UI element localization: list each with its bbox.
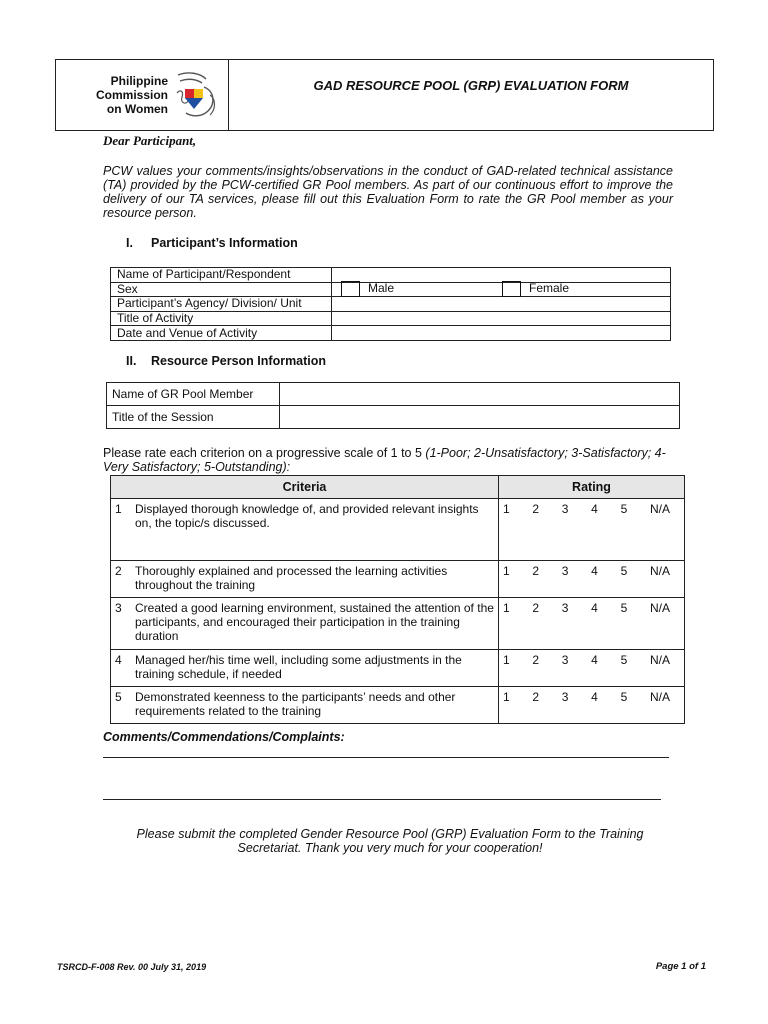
criterion-text: Displayed thorough knowledge of, and provided relevant insights on, the topic/s discussed. [135, 502, 479, 530]
table-row [111, 282, 671, 297]
rating-cell [499, 650, 685, 687]
criterion-number: 5 [115, 690, 122, 704]
form-header [55, 59, 714, 131]
rating-option[interactable]: N/A [649, 564, 670, 578]
session-title-label: Title of the Session [107, 406, 280, 429]
rating-option[interactable]: 4 [591, 690, 598, 704]
activity-label: Title of Activity [111, 311, 332, 326]
gr-member-label: Name of GR Pool Member [107, 383, 280, 406]
date-venue-label: Date and Venue of Activity [111, 326, 332, 341]
rating-option[interactable]: 1 [503, 653, 510, 667]
rating-option[interactable]: 3 [561, 502, 569, 516]
rating-option[interactable]: 5 [620, 653, 628, 667]
criterion-text: Thoroughly explained and processed the learning activities throughout the training [135, 564, 448, 592]
section-1-heading [103, 236, 298, 250]
criterion-number: 3 [115, 601, 122, 615]
table-row [107, 383, 680, 406]
date-venue-field[interactable] [332, 326, 671, 341]
criterion-cell [111, 499, 499, 561]
rating-option[interactable]: 3 [561, 653, 569, 667]
criterion-cell [111, 650, 499, 687]
rating-option[interactable]: 4 [591, 564, 598, 578]
table-row [111, 687, 685, 724]
org-name-line1: Philippine [110, 74, 168, 88]
rating-option[interactable]: 1 [503, 502, 510, 516]
org-name-line3: on Women [106, 102, 168, 116]
rating-option[interactable]: 4 [591, 601, 598, 615]
section-2-number: II. [126, 354, 137, 368]
rating-option[interactable]: N/A [649, 601, 670, 615]
criterion-cell [111, 561, 499, 598]
table-row [111, 297, 671, 312]
form-code: TSRCD-F-008 Rev. 00 July 31, 2019 [57, 962, 207, 972]
table-row [111, 598, 685, 650]
logo-cell [56, 60, 229, 130]
participant-name-label: Name of Participant/Respondent [111, 268, 332, 283]
criterion-text: Demonstrated keenness to the participants’ needs and other requirements related to the training [135, 690, 456, 718]
sex-field [332, 282, 671, 297]
rating-option[interactable]: N/A [649, 653, 670, 667]
comment-line-2[interactable] [103, 799, 661, 800]
section-2-title: Resource Person Information [151, 354, 327, 368]
table-row [111, 311, 671, 326]
rating-option[interactable]: 2 [532, 502, 540, 516]
rating-instructions-scale: (1-Poor; 2-Unsatisfactory; 3-Satisfactory; 4-Very Satisfactory; 5-Outstanding): [103, 446, 666, 474]
male-checkbox[interactable] [341, 281, 360, 297]
greeting: Dear Participant, [103, 133, 197, 148]
sex-label: Sex [111, 282, 332, 297]
rating-option[interactable]: 1 [503, 690, 510, 704]
criteria-body [111, 499, 685, 724]
criterion-text: Created a good learning environment, sustained the attention of the participants, and encouraged their participation in the training duration [135, 601, 494, 643]
session-title-field[interactable] [280, 406, 680, 429]
rating-option[interactable]: 3 [561, 564, 569, 578]
rating-option[interactable]: 4 [591, 502, 598, 516]
intro-paragraph: PCW values your comments/insights/observations in the conduct of GAD-related technical assistance (TA) provided by the PCW-certified GR Pool members. As part of our continuous effort to improve the delivery of our TA services, please fill out this Evaluation Form to rate the GR Pool member as your resource person. [103, 164, 673, 220]
section-2-heading [103, 354, 326, 368]
rating-cell [499, 499, 685, 561]
rating-option[interactable]: 4 [591, 653, 598, 667]
rating-instructions [103, 446, 678, 474]
rating-cell [499, 598, 685, 650]
section-1-title: Participant’s Information [151, 236, 298, 250]
participant-info-table [110, 267, 671, 341]
activity-field[interactable] [332, 311, 671, 326]
gr-member-field[interactable] [280, 383, 680, 406]
rating-option[interactable]: 2 [532, 653, 540, 667]
rating-option[interactable]: N/A [649, 502, 670, 516]
form-title-cell [229, 60, 713, 130]
comment-line-1[interactable] [103, 757, 669, 758]
table-row [111, 499, 685, 561]
table-row [111, 561, 685, 598]
rating-option[interactable]: 5 [620, 502, 628, 516]
criterion-cell [111, 687, 499, 724]
rating-option[interactable]: 5 [620, 690, 628, 704]
org-name-line2: Commission [95, 88, 168, 102]
criterion-number: 1 [115, 502, 122, 516]
section-1-number: I. [126, 236, 133, 250]
page-number: Page 1 of 1 [655, 961, 706, 972]
pcw-logo-icon [174, 69, 218, 121]
rating-option[interactable]: 1 [503, 601, 510, 615]
comments-label: Comments/Commendations/Complaints: [103, 730, 345, 744]
criterion-number: 4 [115, 653, 122, 667]
rating-option[interactable]: 2 [532, 601, 540, 615]
table-row [107, 406, 680, 429]
rating-instructions-plain: Please rate each criterion on a progressive scale of 1 to 5 [103, 446, 426, 460]
rating-option[interactable]: 5 [620, 564, 628, 578]
rating-option[interactable]: N/A [649, 690, 670, 704]
male-label: Male [368, 281, 395, 296]
female-label: Female [529, 281, 570, 296]
closing-note: Please submit the completed Gender Resource Pool (GRP) Evaluation Form to the Training Secretariat. Thank you very much for your cooperation! [136, 827, 644, 855]
rating-option[interactable]: 5 [620, 601, 628, 615]
table-row [111, 326, 671, 341]
female-option[interactable] [502, 281, 569, 297]
agency-label: Participant’s Agency/ Division/ Unit [111, 297, 332, 312]
rating-option[interactable]: 3 [561, 601, 569, 615]
rating-option[interactable]: 1 [503, 564, 510, 578]
criterion-cell [111, 598, 499, 650]
table-header-row [111, 476, 685, 499]
rating-option[interactable]: 3 [561, 690, 569, 704]
rating-header: Rating [499, 476, 685, 499]
rating-option[interactable]: 2 [532, 564, 540, 578]
criteria-header: Criteria [111, 476, 499, 499]
agency-field[interactable] [332, 297, 671, 312]
table-row [111, 650, 685, 687]
resource-person-table [106, 382, 680, 429]
rating-option[interactable]: 2 [532, 690, 540, 704]
female-checkbox[interactable] [502, 281, 521, 297]
male-option[interactable] [341, 281, 394, 297]
criteria-table [110, 475, 685, 724]
org-name [96, 74, 168, 116]
rating-cell [499, 687, 685, 724]
form-title: GAD RESOURCE POOL (GRP) EVALUATION FORM [313, 77, 629, 93]
rating-cell [499, 561, 685, 598]
criterion-number: 2 [115, 564, 122, 578]
criterion-text: Managed her/his time well, including some adjustments in the training schedule, if needed [135, 653, 462, 681]
